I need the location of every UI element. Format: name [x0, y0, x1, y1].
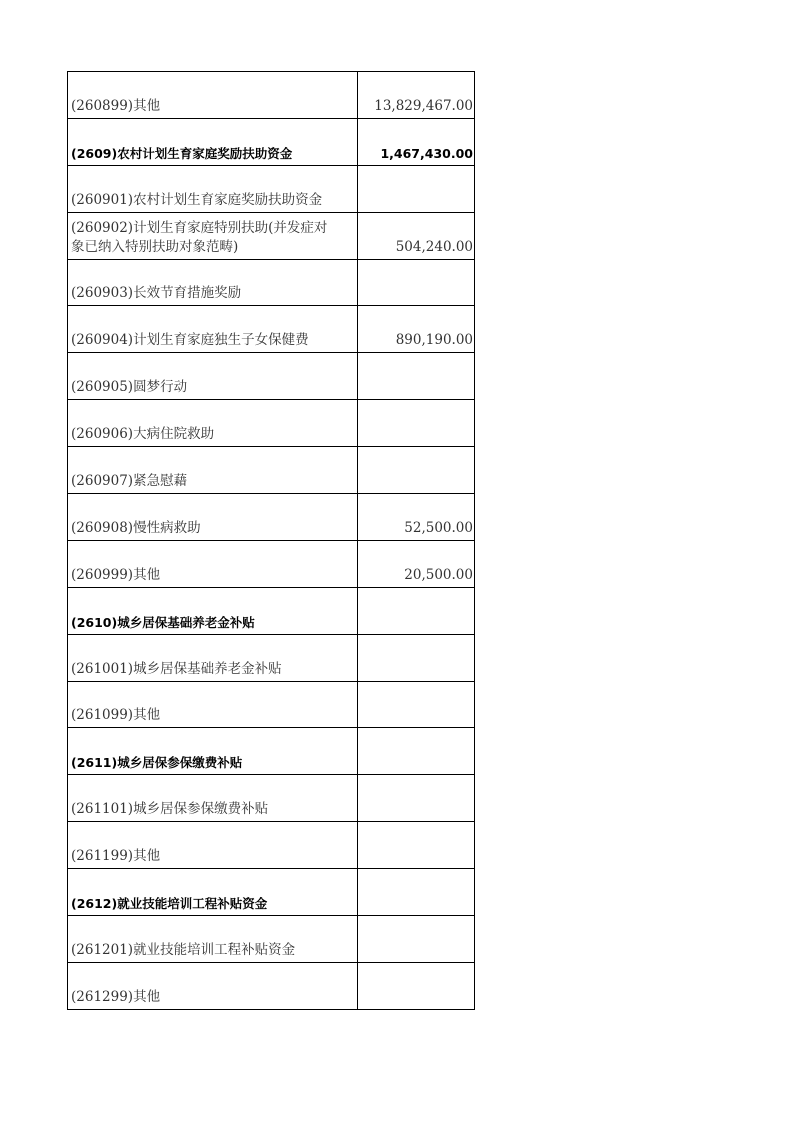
item-name-cell: (261199)其他 [68, 822, 358, 868]
category-name-cell: (2610)城乡居保基础养老金补贴 [68, 588, 358, 634]
table-row [68, 541, 475, 588]
item-name-cell: (260905)圆梦行动 [68, 353, 358, 399]
category-name-cell: (2609)农村计划生育家庭奖励扶助资金 [68, 119, 358, 165]
amount-cell: 890,190.00 [358, 306, 475, 352]
item-name-cell: (260908)慢性病救助 [68, 494, 358, 540]
table-row [68, 260, 475, 307]
amount-cell [358, 682, 475, 728]
table-row [68, 588, 475, 635]
amount-cell [358, 775, 475, 821]
table-row [68, 775, 475, 822]
item-name-cell: (261299)其他 [68, 963, 358, 1009]
table-row [68, 916, 475, 963]
category-name-cell: (2612)就业技能培训工程补贴资金 [68, 869, 358, 915]
table-row [68, 963, 475, 1010]
item-name-cell: (261101)城乡居保参保缴费补贴 [68, 775, 358, 821]
item-name-cell: (260907)紧急慰藉 [68, 447, 358, 493]
item-name-cell: (260904)计划生育家庭独生子女保健费 [68, 306, 358, 352]
table-row [68, 682, 475, 729]
table-row [68, 119, 475, 166]
amount-cell [358, 588, 475, 634]
item-name-cell: (260999)其他 [68, 541, 358, 587]
category-name-cell: (2611)城乡居保参保缴费补贴 [68, 728, 358, 774]
item-name-cell: (260899)其他 [68, 72, 358, 118]
table-row [68, 306, 475, 353]
table-row [68, 166, 475, 213]
table-row [68, 822, 475, 869]
amount-cell [358, 869, 475, 915]
table-row [68, 869, 475, 916]
budget-table [67, 71, 475, 1010]
item-name-cell: (260901)农村计划生育家庭奖励扶助资金 [68, 166, 358, 212]
amount-cell [358, 635, 475, 681]
item-name-cell: (261001)城乡居保基础养老金补贴 [68, 635, 358, 681]
amount-cell [358, 822, 475, 868]
table-row [68, 635, 475, 682]
item-name-cell: (261099)其他 [68, 682, 358, 728]
amount-cell [358, 916, 475, 962]
amount-cell [358, 447, 475, 493]
item-name-cell: (260902)计划生育家庭特别扶助(并发症对 象已纳入特别扶助对象范畴) [68, 213, 358, 259]
table-row [68, 353, 475, 400]
item-name-cell: (261201)就业技能培训工程补贴资金 [68, 916, 358, 962]
item-name-cell: (260906)大病住院救助 [68, 400, 358, 446]
amount-cell [358, 963, 475, 1009]
table-row [68, 447, 475, 494]
amount-cell [358, 260, 475, 306]
item-name-cell: (260903)长效节育措施奖励 [68, 260, 358, 306]
table-row [68, 400, 475, 447]
amount-cell [358, 400, 475, 446]
amount-cell: 20,500.00 [358, 541, 475, 587]
table-row [68, 213, 475, 260]
amount-cell: 1,467,430.00 [358, 119, 475, 165]
amount-cell: 52,500.00 [358, 494, 475, 540]
amount-cell [358, 353, 475, 399]
amount-cell: 504,240.00 [358, 213, 475, 259]
table-row [68, 72, 475, 119]
amount-cell: 13,829,467.00 [358, 72, 475, 118]
table-row [68, 728, 475, 775]
amount-cell [358, 166, 475, 212]
table-row [68, 494, 475, 541]
amount-cell [358, 728, 475, 774]
